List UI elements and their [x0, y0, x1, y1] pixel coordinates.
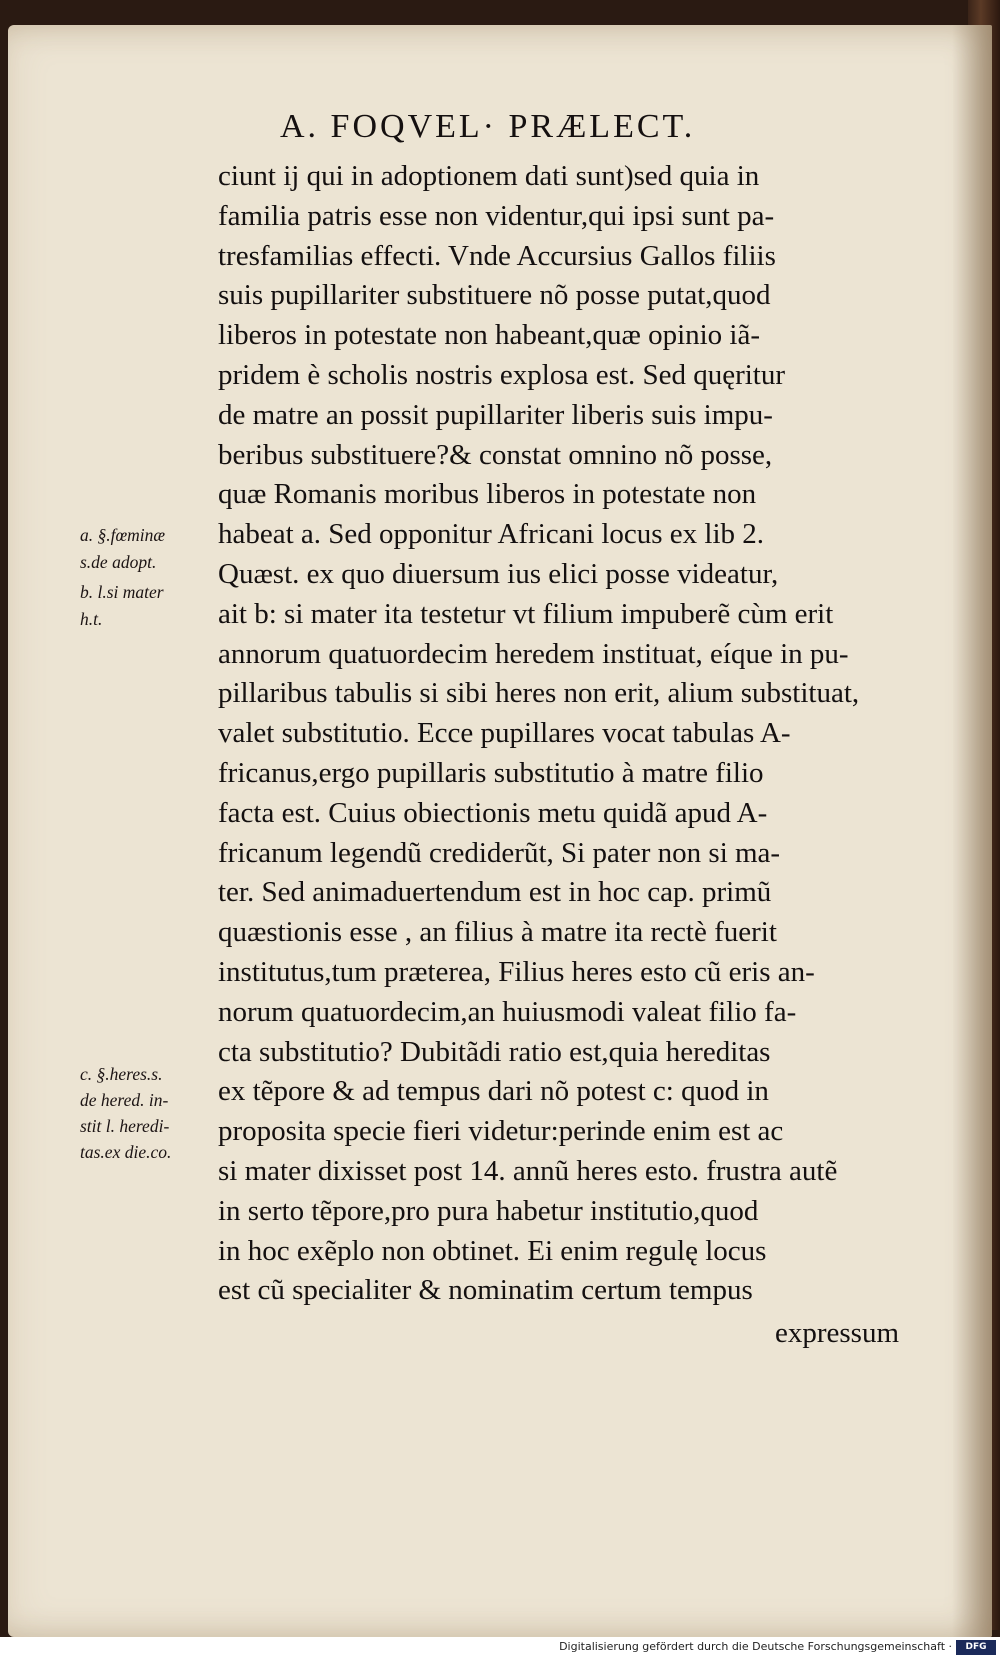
- marginal-note: stit l. heredi-: [80, 1116, 170, 1136]
- marginal-note: tas.ex die.co.: [80, 1142, 172, 1162]
- text-line: valet substitutio. Ecce pupillares vocat tabulas A-: [218, 717, 791, 750]
- text-line: familia patris esse non videntur,qui ipsi sunt pa-: [218, 199, 775, 232]
- text-line: institutus,tum præterea, Filius heres esto cũ eris an-: [218, 956, 815, 988]
- catchword: expressum: [775, 1317, 900, 1349]
- text-line: annorum quatuordecim heredem instituat, eíque in pu-: [218, 637, 849, 670]
- text-line: quæstionis esse , an filius à matre ita rectè fuerit: [218, 916, 777, 949]
- text-line: ex tẽpore & ad tempus dari nõ potest c: quod in: [218, 1075, 769, 1108]
- text-line: ait b: si mater ita testetur vt filium impuberẽ cùm erit: [218, 597, 834, 630]
- text-line: si mater dixisset post 14. annũ heres esto. frustra autẽ: [218, 1155, 838, 1187]
- text-line: est cũ specialiter & nominatim certum tempus: [218, 1274, 753, 1307]
- text-line: fricanum legendũ crediderũt, Si pater non si ma-: [218, 836, 781, 869]
- page-gutter-shadow: [952, 25, 992, 1637]
- text-line: liberos in potestate non habeant,quæ opinio iã-: [218, 319, 761, 352]
- dfg-logo: DFG: [956, 1640, 996, 1655]
- marginal-note: b. l.si mater: [80, 582, 164, 602]
- marginal-note: c. §.heres.s.: [80, 1064, 163, 1084]
- footer-credit: Digitalisierung gefördert durch die Deutsche Forschungsgemeinschaft ·: [559, 1640, 952, 1653]
- text-line: in hoc exẽplo non obtinet. Ei enim regulę locus: [218, 1234, 767, 1267]
- text-line: fricanus,ergo pupillaris substitutio à matre filio: [218, 757, 764, 789]
- footer-bar: [0, 1637, 1000, 1658]
- text-line: ter. Sed animaduertendum est in hoc cap. primũ: [218, 876, 772, 909]
- text-line: quæ Romanis moribus liberos in potestate non: [218, 478, 757, 511]
- text-line: de matre an possit pupillariter liberis suis impu-: [218, 398, 773, 431]
- text-line: ciunt ij qui in adoptionem dati sunt)sed quia in: [218, 160, 760, 192]
- text-line: in serto tẽpore,pro pura habetur institutio,quod: [218, 1194, 759, 1227]
- text-line: tresfamilias effecti. Vnde Accursius Gallos filiis: [218, 239, 776, 272]
- text-line: proposita specie fieri videtur:perinde enim est ac: [218, 1115, 784, 1148]
- text-line: suis pupillariter substituere nõ posse putat,quod: [218, 279, 771, 312]
- text-line: pridem è scholis nostris explosa est. Sed quęritur: [218, 359, 786, 391]
- text-line: Quæst. ex quo diuersum ius elici posse videatur,: [218, 558, 779, 590]
- running-head: A. FOQVEL· PRÆLECT.: [280, 108, 696, 145]
- text-line: habeat a. Sed opponitur Africani locus ex lib 2.: [218, 518, 765, 551]
- marginal-note: de hered. in-: [80, 1090, 169, 1110]
- text-line: pillaribus tabulis si sibi heres non erit, alium substituat,: [218, 677, 860, 710]
- marginal-note: s.de adopt.: [80, 552, 157, 572]
- text-line: facta est. Cuius obiectionis metu quidã apud A-: [218, 796, 768, 829]
- text-line: norum quatuordecim,an huiusmodi valeat filio fa-: [218, 995, 797, 1028]
- marginal-note: h.t.: [80, 609, 103, 629]
- text-line: cta substitutio? Dubitãdi ratio est,quia hereditas: [218, 1035, 771, 1068]
- text-line: beribus substituere?& constat omnino nõ posse,: [218, 438, 773, 471]
- marginal-note: a. §.fœminæ: [80, 525, 166, 545]
